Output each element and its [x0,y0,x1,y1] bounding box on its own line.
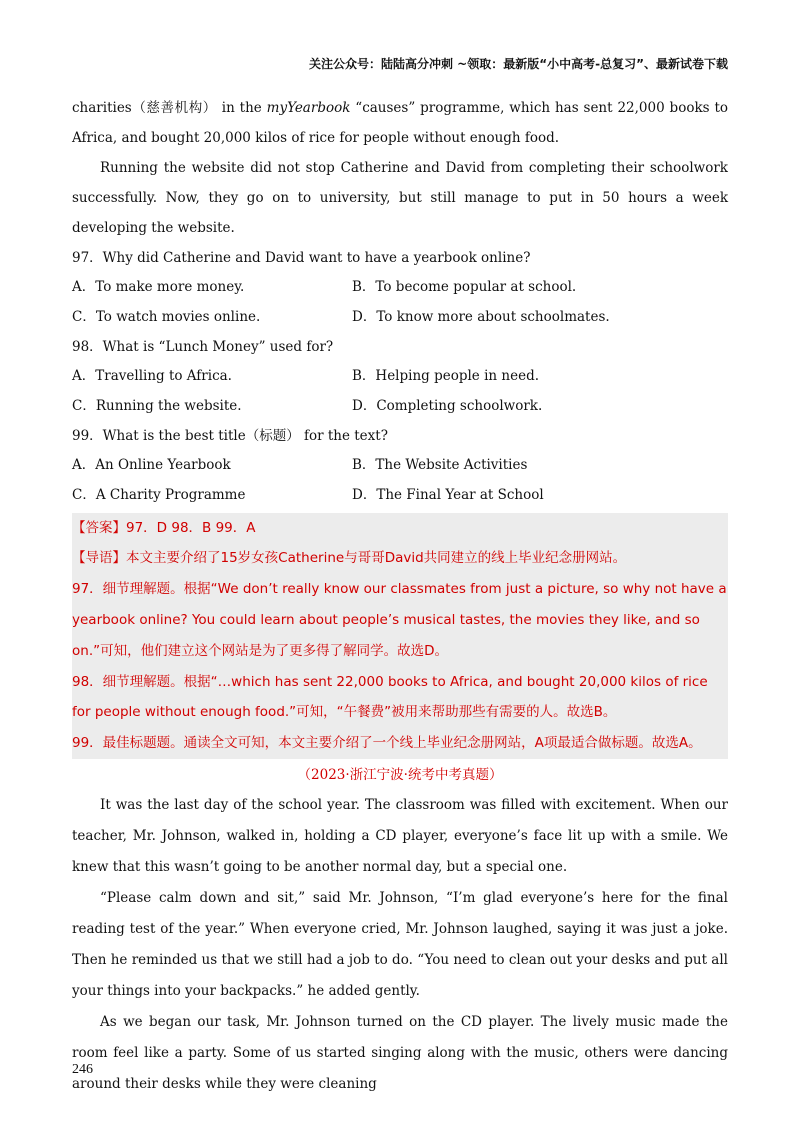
explanation-99: 99．最佳标题题。通读全文可知，本文主要介绍了一个线上毕业纪念册网站，A项最适合做标题。故选A。 [72,735,702,752]
page-content [72,93,728,1100]
source-label: （2023·浙江宁波·统考中考真题） [297,766,503,783]
option-b: B．Helping people in need. [352,368,539,385]
option-b: B．The Website Activities [352,457,528,474]
question-text: 98．What is “Lunch Money” used for? [72,339,334,356]
paragraph-text: charities（慈善机构） in the [72,100,267,116]
website-name: myYearbook [266,100,351,116]
answer-guide: 【导语】本文主要介绍了15岁女孩Catherine与哥哥David共同建立的线上毕业纪念册网站。 [72,550,627,567]
option-c: C．A Charity Programme [72,486,246,503]
options-row [72,362,728,392]
options-row [72,451,728,481]
paragraph-website: Running the website did not stop Catherine and David from completing their schoolwork successfully. Now, they go on to university, but still manage to put in 50 hours a week developing the website. [72,160,728,236]
question-text: 97．Why did Catherine and David want to have a yearbook online? [72,250,531,266]
question-99 [72,421,728,510]
story-paragraph-1: It was the last day of the school year. The classroom was filled with excitement. When our teacher, Mr. Johnson, walked in, holding a CD player, everyone’s face lit up with a smile. We knew that this wasn’t going to be another normal day, but a special one. [72,796,728,875]
options-row [72,392,728,422]
story-passage [72,790,728,1100]
page-number: 246 [72,1062,93,1077]
options-row [72,273,728,303]
answer-key: 【答案】97．D 98．B 99．A [72,519,256,536]
paragraph-text: “causes” programme, which has sent 22,000 books to Africa, and bought 20,000 kilos of rice for people without enough food. [72,100,729,146]
explanation-98: 98．细节理解题。根据“…which has sent 22,000 books to Africa, and bought 20,000 kilos of rice for people without enough food.”可知，“午餐费”被用来帮助那些有需要的人。故选B。 [72,673,708,721]
option-c: C．Running the website. [72,397,242,414]
answer-explanation-box [72,513,728,759]
option-c: C．To watch movies online. [72,308,261,325]
option-a: A．An Online Yearbook [72,457,231,474]
question-text: 99．What is the best title（标题） for the text? [72,428,388,445]
page-header: 关注公众号：陆陆高分冲刺 ~领取：最新版“小中高考-总复习”、最新试卷下载 [309,57,728,71]
option-b: B．To become popular at school. [352,279,577,295]
options-row [72,481,728,511]
paragraph-charities [72,93,728,153]
question-97 [72,243,728,332]
question-98 [72,332,728,421]
options-row [72,303,728,333]
option-d: D．The Final Year at School [352,486,544,503]
option-d: D．Completing schoolwork. [352,397,543,414]
option-a: A．Travelling to Africa. [72,368,232,385]
option-d: D．To know more about schoolmates. [352,308,610,325]
explanation-97: 97．细节理解题。根据“We don’t really know our classmates from just a picture, so why not have a yearbook online? You could learn about people’s musical tastes, the movies they like, and so on.”可知，他们建立这个网站是为了更多得了解同学。故选D。 [72,581,727,659]
option-a: A．To make more money. [72,279,245,295]
story-paragraph-3: As we began our task, Mr. Johnson turned on the CD player. The lively music made the room feel like a party. Some of us started singing along with the music, others were dancing around their desks while they were cleaning [72,1013,728,1092]
story-paragraph-2: “Please calm down and sit,” said Mr. Johnson, “I’m glad everyone’s here for the final reading test of the year.” When everyone cried, Mr. Johnson laughed, saying it was just a joke. Then he reminded us that we still had a job to do. “You need to clean out your desks and put all your things into your backpacks.” he added gently. [72,889,728,999]
